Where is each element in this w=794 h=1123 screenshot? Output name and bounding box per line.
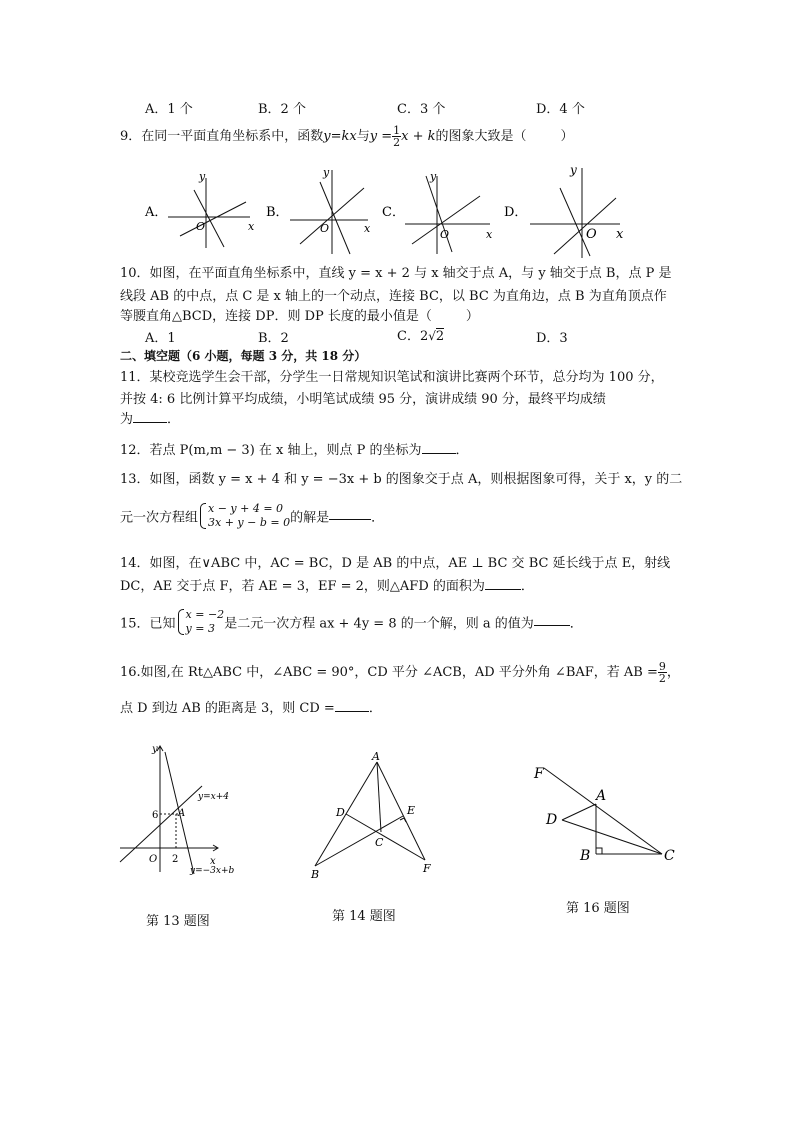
q9-fraction: [392, 125, 401, 148]
fig13-a: A: [178, 808, 186, 819]
q13-line-2: [120, 502, 384, 530]
fig14-f: F: [423, 862, 431, 875]
q8-option-a: A．1 个: [145, 102, 193, 117]
fig14-b: B: [311, 868, 320, 881]
q8-option-d: D．4 个: [536, 102, 585, 117]
q9-lead: 9．在同一平面直角坐标系中，函数: [120, 129, 324, 144]
q15-pre: 15．已知: [120, 616, 176, 632]
q11-end: ．: [167, 412, 181, 427]
q10-option-a: A．1: [145, 331, 176, 346]
fig16-c: C: [664, 848, 675, 864]
q16-line-1-pre: 16.如图,在 Rt△ABC 中，∠ABC = 90°，CD 平分 ∠ACB，AD 平分外角 ∠BAF，若 AB =: [120, 665, 658, 680]
fig13-six: 6: [152, 810, 159, 821]
q14-end: ．: [520, 579, 534, 594]
q10-line-3: [120, 305, 479, 324]
fig13-caption: 第 13 题图: [146, 914, 210, 929]
q9-d-o: O: [586, 227, 597, 242]
q16-line-1: [120, 658, 680, 688]
fig13-l2: y=−3x+b: [190, 866, 235, 876]
q13-line-1: 13．如图，函数 y = x + 4 和 y = −3x + b 的图象交于点 A，则根据图象可得，关于 x，y 的二: [120, 472, 683, 487]
q9-num: 1: [393, 124, 401, 137]
q12: [120, 439, 469, 458]
figure-14: [305, 748, 445, 883]
q10-option-c-radicand: 2: [435, 329, 445, 344]
q16-fraction: [658, 661, 667, 684]
q16-line-2: [120, 697, 382, 716]
q9-b-y: y: [323, 166, 330, 179]
q16-den: 2: [658, 672, 666, 685]
q9-b-o: O: [320, 222, 330, 235]
figure-13: [112, 742, 262, 882]
q9-d-letter: D．: [504, 205, 528, 220]
q14-line-2: [120, 575, 534, 594]
q10-close: ）: [465, 309, 479, 324]
q11-line-3: [120, 408, 180, 427]
fig16-b: B: [580, 848, 591, 864]
q10-line-2: 线段 AB 的中点，点 C 是 x 轴上的一个动点，连接 BC，以 BC 为直角边，点 B 为直角顶点作: [120, 289, 667, 304]
q13-equation-system: [198, 502, 290, 530]
q9-f1: y=kx: [323, 129, 357, 144]
q11-line-3-text: 为: [120, 412, 134, 427]
q9-b-x: x: [364, 222, 371, 235]
q16-num: 9: [658, 660, 666, 673]
q16-line-1-post: ，: [666, 665, 680, 680]
q9-a-y: y: [199, 170, 206, 183]
q13-line-2-post: 的解是: [290, 510, 330, 526]
q15-post: 是二元一次方程 ax + 4y = 8 的一个解，则 a 的值为: [224, 616, 534, 632]
fig14-a: A: [372, 750, 380, 763]
q14-line-1: 14．如图，在∨ABC 中，AC = BC，D 是 AB 的中点，AE ⊥ BC 交 BC 延长线于点 E，射线: [120, 556, 671, 571]
q12-blank[interactable]: [422, 453, 456, 454]
q11-blank[interactable]: [133, 422, 167, 423]
fig13-y: y: [152, 744, 158, 755]
fig13-two: 2: [172, 854, 179, 865]
q15-blank[interactable]: [534, 625, 570, 626]
fig13-o: O: [149, 854, 158, 865]
q9-den: 2: [393, 136, 401, 149]
fig13-x: x: [210, 856, 216, 867]
q10-line-1: 10．如图，在平面直角坐标系中，直线 y = x + 2 与 x 轴交于点 A，与 y 轴交于点 B，点 P 是: [120, 266, 672, 281]
q9-tail: 的图象大致是（: [435, 129, 527, 144]
q10-option-b: B．2: [258, 331, 289, 346]
fig16-a: A: [596, 788, 607, 804]
figure-16: [528, 760, 688, 870]
fig14-caption: 第 14 题图: [332, 909, 396, 924]
q9-c-o: O: [440, 228, 450, 241]
q9-a-letter: A．: [145, 205, 168, 220]
fig13-l1: y=x+4: [198, 792, 229, 802]
q9-f2-pre: y =: [369, 129, 393, 144]
q9-c-letter: C．: [382, 205, 405, 220]
q13-blank[interactable]: [329, 519, 371, 520]
q9-d-y: y: [570, 163, 577, 177]
q9-a-o: O: [196, 220, 206, 233]
q9-a-x: x: [248, 220, 255, 233]
q9-choice-graphs: [140, 162, 640, 262]
q13-eq1: x − y + 4 = 0: [208, 502, 284, 515]
q15: [120, 608, 583, 636]
q12-end: ．: [455, 443, 469, 458]
q9-c-x: x: [486, 228, 493, 241]
q13-eq2: 3x + y − b = 0: [208, 516, 291, 529]
question-9-stem: [120, 122, 574, 152]
q14-blank[interactable]: [485, 589, 521, 590]
q10-option-c-pre: C．2: [397, 329, 429, 344]
fig16-d: D: [546, 812, 558, 828]
q8-option-c: C．3 个: [397, 102, 446, 117]
fig14-d: D: [336, 806, 345, 819]
q9-d-x: x: [616, 227, 624, 242]
q16-end: ．: [368, 701, 382, 716]
q12-text: 12．若点 P(m,m − 3) 在 x 轴上，则点 P 的坐标为: [120, 443, 422, 458]
q8-option-b: B．2 个: [258, 102, 306, 117]
q15-eq1: x = −2: [185, 608, 225, 621]
section-2-heading: 二、填空题（6 小题，每题 3 分，共 18 分）: [120, 349, 367, 363]
q9-b-letter: B．: [266, 205, 289, 220]
q13-line-2-pre: 元一次方程组: [120, 510, 199, 526]
fig14-c: C: [375, 836, 384, 849]
fig16-caption: 第 16 题图: [566, 901, 630, 916]
q15-end: ．: [569, 616, 583, 632]
q10-option-d: D．3: [536, 331, 568, 346]
q10-line-3-text: 等腰直角△BCD，连接 DP．则 DP 长度的最小值是（: [120, 309, 432, 324]
q15-eq2: y = 3: [185, 622, 215, 635]
q15-solution-system: [176, 608, 225, 636]
q11-line-2: 并按 4: 6 比例计算平均成绩，小明笔试成绩 95 分，演讲成绩 90 分，最终平均成绩: [120, 392, 606, 407]
q9-mid: 与: [356, 129, 370, 144]
q9-f2-post: x + k: [401, 129, 436, 144]
q9-close: ）: [560, 129, 574, 144]
q16-line-2-text: 点 D 到边 AB 的距离是 3，则 CD =: [120, 701, 335, 716]
fig16-f: F: [534, 766, 544, 782]
q13-end: ．: [371, 510, 385, 526]
q14-line-2-text: DC，AE 交于点 F，若 AE = 3，EF = 2，则△AFD 的面积为: [120, 579, 485, 594]
q10-option-c: C．2√2: [397, 329, 445, 344]
fig14-e: E: [407, 804, 416, 817]
q9-c-y: y: [430, 170, 437, 183]
q16-blank[interactable]: [335, 711, 369, 712]
q11-line-1: 11．某校竞选学生会干部，分学生一日常规知识笔试和演讲比赛两个环节，总分均为 100 分，: [120, 370, 664, 385]
